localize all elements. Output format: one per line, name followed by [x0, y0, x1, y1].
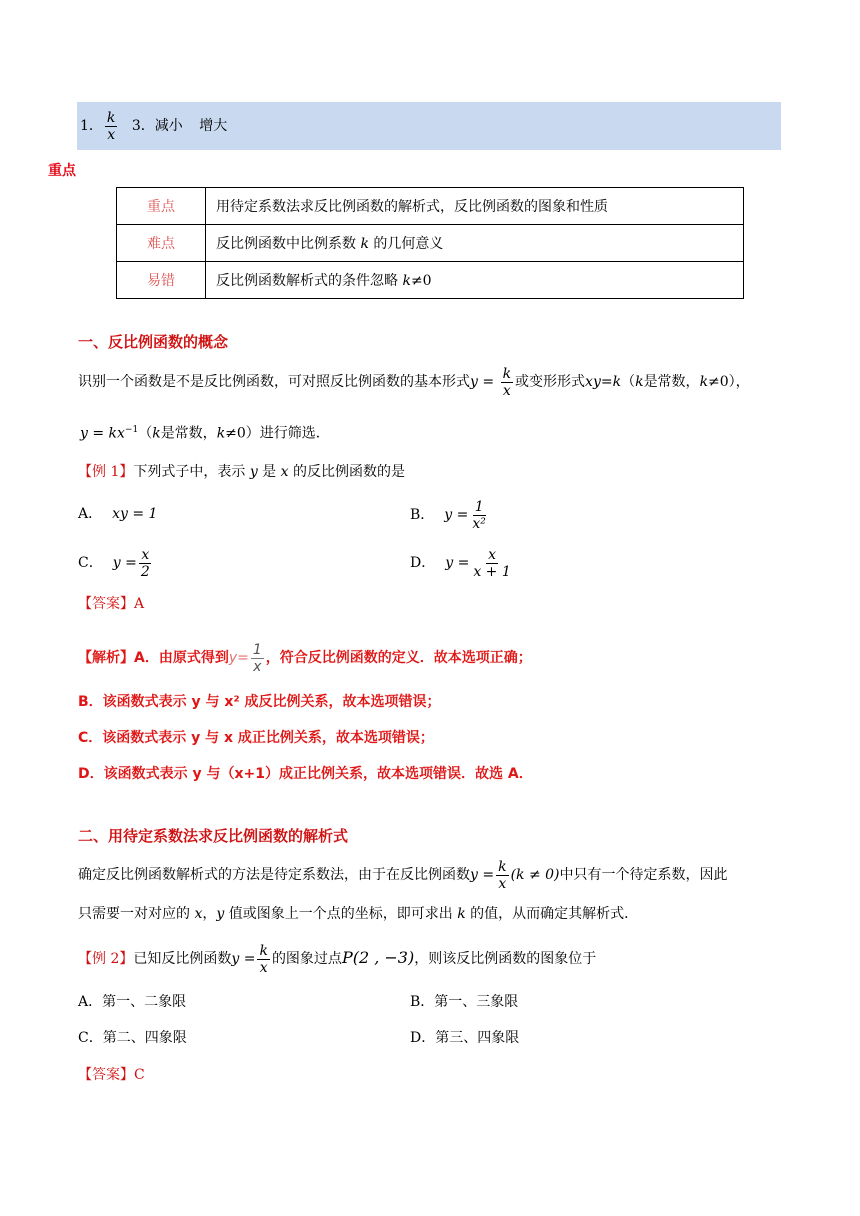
answer-1-fraction: $\frac{k}{x}$: [106, 109, 116, 143]
example-2-tag: 【例 2】: [78, 951, 134, 967]
fraction: $\frac{k}{x}$: [502, 365, 512, 399]
example-2-option-c: C．第二、四象限: [78, 1030, 187, 1046]
example-1-option-c: C． y = $\frac{x}{2}$: [78, 546, 150, 580]
answer-1-number: 1．: [80, 118, 103, 134]
example-1-analysis-4: D．该函数式表示 y 与（x+1）成正比例关系，故本选项错误．故选 A．: [78, 766, 533, 782]
example-1-analysis-2: B．该函数式表示 y 与 x² 成反比例关系，故本选项错误；: [78, 694, 441, 710]
example-1-option-d: D． y = $\frac{x}{x + 1}$: [410, 546, 511, 580]
fraction: $\frac{x}{2}$: [140, 546, 150, 580]
fraction: $\frac{k}{x}$: [259, 942, 268, 976]
example-1-option-b: B． y = $\frac{1}{\text{x²}}$: [410, 498, 486, 532]
example-2-answer: 【答案】C: [78, 1067, 145, 1083]
example-1-answer: 【答案】A: [78, 596, 145, 612]
example-2-question: 【例 2】已知反比例函数y = $\frac{k}{x}$ 的图象过点P(2 , −3)，则该反比例函数的图象位于: [78, 942, 597, 976]
fraction: $\frac{1}{\text{x²}}$: [472, 498, 486, 532]
table-value: 用待定系数法求反比例函数的解析式，反比例函数的图象和性质: [206, 188, 744, 225]
section-2-paragraph-2: 只需要一对对应的 x，y 值或图象上一个点的坐标，即可求出 k 的值，从而确定其解析式．: [78, 906, 639, 922]
example-2-option-d: D．第三、四象限: [410, 1030, 520, 1046]
example-1-option-a: A． xy = 1: [78, 506, 158, 522]
table-row: [117, 188, 744, 225]
example-1-analysis-3: C．该函数式表示 y 与 x 成正比例关系，故本选项错误；: [78, 730, 434, 746]
section-1-paragraph-1: 识别一个函数是不是反比例函数，可对照反比例函数的基本形式y = $\frac{k}{x}$ 或变形形式xy=k（k是常数，k≠0），: [78, 365, 750, 399]
section-2-paragraph-1: 确定反比例函数解析式的方法是待定系数法，由于在反比例函数y = $\frac{k}{x}$ (k ≠ 0)中只有一个待定系数，因此: [78, 858, 728, 892]
example-1-question: 【例 1】下列式子中，表示 y 是 x 的反比例函数的是: [78, 464, 405, 480]
answer-3b: 增大: [199, 118, 228, 134]
section-1-paragraph-2: $y = kx^{-1}(k$是常数，k≠0）进行筛选．: [80, 425, 330, 442]
table-value: 反比例函数解析式的条件忽略 k≠0: [206, 262, 744, 299]
fraction: $\frac{x}{x + 1}$: [473, 546, 511, 580]
table-key: 重点: [117, 188, 206, 225]
table-row: [117, 262, 744, 299]
table-key: 易错: [117, 262, 206, 299]
key-points-table: [116, 187, 744, 299]
section-1-title: 一、反比例函数的概念: [78, 333, 229, 351]
table-row: [117, 225, 744, 262]
answer-3: 3．减小: [131, 118, 183, 134]
key-points-label: 重点: [48, 163, 76, 179]
table-key: 难点: [117, 225, 206, 262]
example-2-option-a: A．第一、二象限: [78, 994, 187, 1010]
fraction: $\frac{k}{x}$: [498, 858, 507, 892]
example-1-analysis-1: 【解析】A．由原式得到y= $\frac{1}{x}$ ，符合反比例函数的定义．故本选项正确；: [78, 641, 532, 675]
table-value: 反比例函数中比例系数 k 的几何意义: [206, 225, 744, 262]
example-1-tag: 【例 1】: [78, 464, 134, 480]
fraction: $\frac{1}{x}$: [252, 641, 262, 675]
answer-bar-content: [80, 106, 227, 146]
example-2-option-b: B．第一、三象限: [410, 994, 519, 1010]
section-2-title: 二、用待定系数法求反比例函数的解析式: [78, 827, 349, 845]
